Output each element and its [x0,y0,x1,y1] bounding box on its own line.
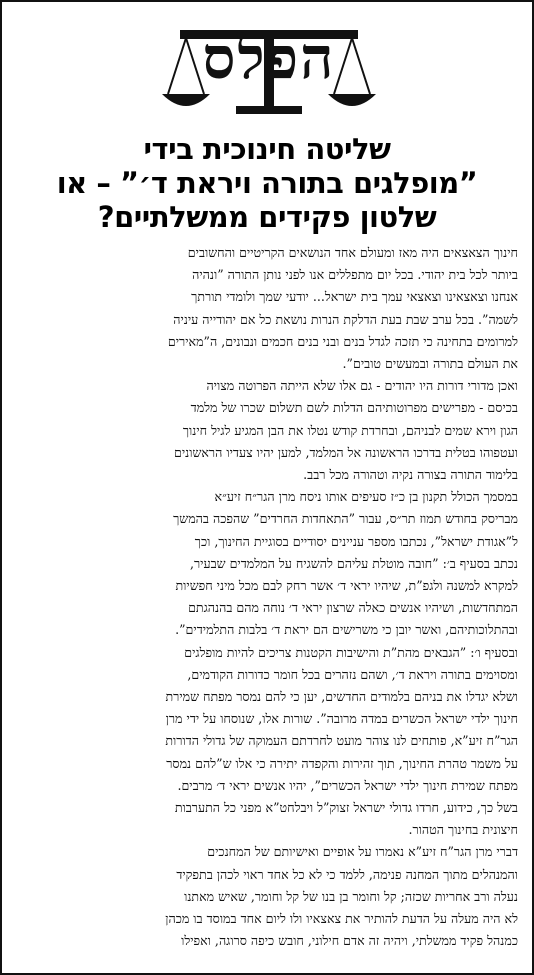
article-line: בכיסם - מפרישים מפרוטותיהם הדלות לשם תשלום שכרו של מלמד [190,400,518,416]
article-body [16,242,518,953]
article-line: נעלה ורב אחריות שכזה; קל וחומר בן בנו של קל וחומר, שאיש מאתנו [184,888,518,904]
article-line: במסמך הכולל תקנון בן כ״ז סעיפים אותו ניסח מרן הגר״ח זיע״א [214,489,518,505]
article-line: ל”אגודת ישראל”, נכתבו מספר עניינים יסודיים בסוגיית החינוך, וכך [194,533,518,549]
article-line: מבריסק בחודש תמוז תר״ס, עבור ”התאחדות החרדים” שהפכה בהמשך [173,511,518,527]
headline-line: שלטון פקידים ממשלתיים? [97,200,437,234]
article-line: ומסוימים בתורה ויראת ד׳, ושהם נזהרים בכל חומר כדורות הקודמים, [187,666,518,682]
article-line: חיצונית בחינוך הטהור. [408,822,518,838]
article-line: בלימוד התורה בצורה נקיה וטהורה מכל רבב. [303,467,518,483]
article-line: הגר”ח זיע”א, פותחים לנו צוהר מועט לחרדתם העמוקה של גדולי הדורות [165,733,518,749]
article-line: חינוך הצאצאים היה מאז ומעולם אחד הנושאים הקריטיים והחשובים [187,245,518,260]
headline-line: שליטה חינוכית בידי [143,132,391,166]
article-line: ביותר לכל בית יהודי. בכל יום מתפללים אנו לפני נותן התורה ”ונהיה [192,267,518,283]
headline-line: ”מופלגים בתורה ויראת ד׳” – או [56,166,478,200]
article-line: את העולם בתורה ובמעשים טובים”. [342,356,518,372]
article-line: ובהתלוכותיהם, ואשר יובן כי משרישים הם יראת ד׳ בלבות התלמידים”. [175,622,518,638]
article-line: ושלא יגדלו את בניהם בלמודים החדשים, יען כי להם נמסר מפתח שמירת [165,689,518,705]
article-line: מפתח שמירת חינוך ילדי ישראל הכשרים”, יהיו אנשים יראי ד׳ מרבים. [177,777,518,793]
article-line: לשמה”. בכל ערב שבת בעת הדלקת הנרות נושאת כל אם יהודייה עיניה [173,311,518,327]
headline [16,132,518,234]
article-line: למרומים בתחינה כי תזכה לגדל בנים ובני בנים חכמים ונבונים, ה”מאירים [167,333,518,349]
article-line: נכתב בסעיף ב׳: ”חובה מוטלת עליהם להשגיח על המלמדים שבעיר, [189,555,518,571]
article-line: והמנהלים מתוך המחנה פנימה, ללמד כי לא כל אחד ראוי לכהן בתפקיד [176,866,518,882]
article-line: הגון וירא שמים לבניהם, ובחרדת קודש נטלו את הבן המגיע לגיל חינוך [182,422,518,438]
article-line: המתחדשות, ושיהיו אנשים כאלה שרצון יראי ד׳ נוחה מהם בהנהגתם [188,600,518,616]
article-line: בשל כך, כידוע, חרדו גדולי ישראל זצוק”ל ויבלחט”א מפני כל התערבות [174,800,518,816]
article-line: כמנהל פקיד ממשלתי, ויהיה זה אדם חילוני, חובש כיפה סרוגה, ואפילו [181,933,518,949]
article-line: אנחנו וצאצאינו וצאצאי עמך בית ישראל... יודעי שמך ולומדי תורתך [191,289,518,305]
article-line: חינוך ילדי ישראל הכשרים במדה מרובה”. שורות אלו, שנוסחו על ידי מרן [165,711,518,727]
masthead [2,8,534,126]
article-line: דברי מרן הגר”ח זיע”א נאמרו על אופיים ואישיותם של המחנכים [207,844,518,860]
article-line: ועטפוהו בטלית בדרכו הראשונה אל המלמד, למען יהיו צעדיו הראשונים [173,444,518,460]
article-line: ואכן מדורי דורות היו יהודים - גם אלו שלא הייתה הפרוטה מצויה [206,378,518,394]
article-line: על משמר טהרת החינוך, תוך זהירות והקפדה יתירה כי אלו ש”להם נמסר [166,755,518,771]
article-line: לא היה מעלה על הדעת להותיר את צאצאיו ולו ליום אחד במוסד בו מכהן [165,911,518,927]
masthead-title: הפלס [202,24,336,92]
article-line: ובסעיף ו׳: ”הגבאים מהת”ת והישיבות הקטנות צריכים להיות מופלגים [184,644,518,660]
article-line: למקרא למשנה ולגפ”ת, שיהיו יראי ד׳ אשר רחק לבם מכל מיני חפשיות [175,578,518,594]
